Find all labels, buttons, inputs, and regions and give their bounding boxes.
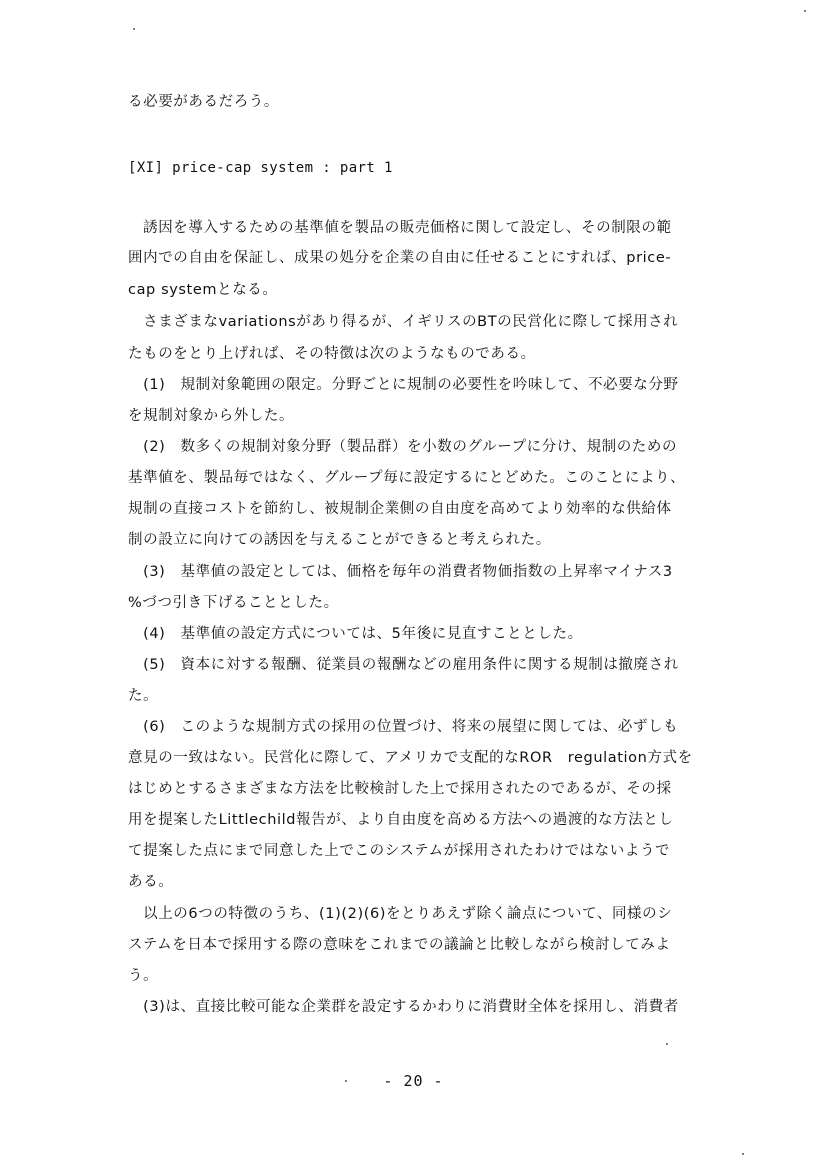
text-line: ステムを日本で採用する際の意味をこれまでの議論と比較しながら検討してみよ (128, 937, 671, 953)
list-item-line: (3) 基準値の設定としては、価格を毎年の消費者物価指数の上昇率マイナス3 (128, 564, 673, 580)
text-line: る必要があるだろう。 (128, 94, 279, 110)
list-item-line: (4) 基準値の設定方式については、5年後に見直すこととした。 (128, 626, 583, 642)
text-line: 用を提案したLittlechild報告が、より自由度を高める方法への過渡的な方法とし (128, 812, 674, 828)
list-item-line: (1) 規制対象範囲の限定。分野ごとに規制の必要性を吟味して、不必要な分野 (128, 377, 679, 393)
page-number: - 20 - (383, 1072, 444, 1090)
text-line: 以上の6つの特徴のうち、(1)(2)(6)をとりあえず除く論点について、同様のシ (128, 906, 673, 922)
list-item-line: (6) このような規制方式の採用の位置づけ、将来の展望に関しては、必ずしも (128, 719, 679, 735)
text-line: 囲内での自由を保証し、成果の処分を企業の自由に任せることにすれば、price- (128, 250, 672, 266)
scan-speck (742, 1153, 744, 1155)
text-line: cap systemとなる。 (128, 282, 278, 298)
text-line: 制の設立に向けての誘因を与えることができると考えられた。 (128, 532, 551, 548)
text-line: 意見の一致はない。民営化に際して、アメリカで支配的なROR regulation方式を (128, 750, 693, 766)
scan-speck (133, 28, 135, 30)
scan-speck (666, 1043, 668, 1045)
text-line: を規制対象から外した。 (128, 408, 295, 424)
text-line: %づつ引き下げることとした。 (128, 595, 339, 611)
list-item-line: (5) 資本に対する報酬、従業員の報酬などの雇用条件に関する規制は撤廃され (128, 657, 679, 673)
text-line: 誘因を導入するための基準値を製品の販売価格に関して設定し、その制限の範 (128, 220, 672, 236)
text-line: う。 (128, 968, 159, 984)
text-line: ある。 (128, 874, 174, 890)
scan-speck (345, 1080, 347, 1082)
text-line: 基準値を、製品毎ではなく、グループ毎に設定するにとどめた。このことにより、 (128, 470, 686, 486)
text-line: 規制の直接コストを節約し、被規制企業側の自由度を高めてより効率的な供給体 (128, 501, 672, 517)
section-heading: [XI] price-cap system : part 1 (128, 160, 393, 176)
text-line: て提案した点にまで同意した上でこのシステムが採用されたわけではないようで (128, 843, 671, 859)
text-line: た。 (128, 688, 159, 704)
text-line: (3)は、直接比較可能な企業群を設定するかわりに消費財全体を採用し、消費者 (128, 999, 679, 1015)
scan-speck (804, 10, 806, 12)
text-line: さまざまなvariationsがあり得るが、イギリスのBTの民営化に際して採用され (128, 314, 679, 330)
list-item-line: (2) 数多くの規制対象分野（製品群）を小数のグループに分け、規制のための (128, 439, 678, 455)
text-line: はじめとするさまざまな方法を比較検討した上で採用されたのであるが、その採 (128, 781, 672, 797)
text-line: たものをとり上げれば、その特徴は次のようなものである。 (128, 346, 536, 362)
